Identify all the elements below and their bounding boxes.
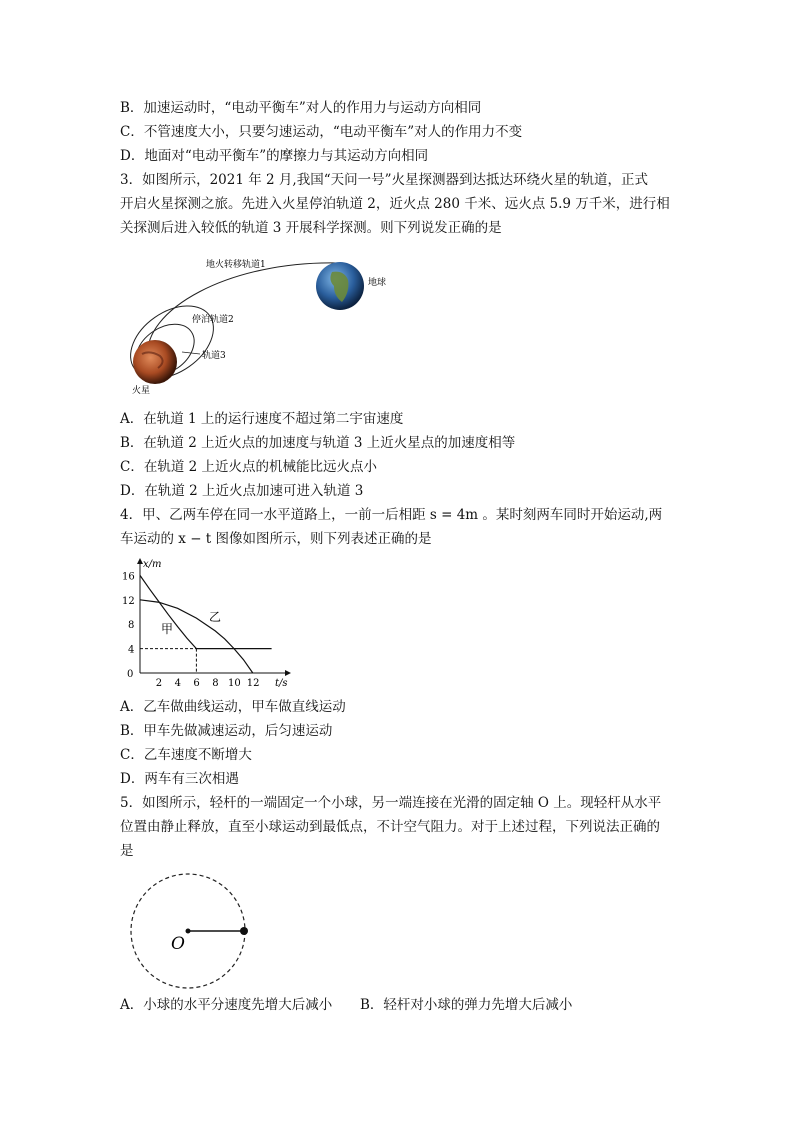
q4-stem-line2: 车运动的 x − t 图像如图所示，则下列表述正确的是 bbox=[120, 531, 432, 547]
y-tick-label-16: 16 bbox=[122, 571, 135, 583]
label-orbit-3: 轨道3 bbox=[202, 351, 226, 361]
parking-orbit-2 bbox=[120, 291, 227, 393]
x-axis-arrow bbox=[285, 670, 291, 676]
transfer-orbit-1 bbox=[148, 263, 340, 360]
q4-option-d: D．两车有三次相遇 bbox=[120, 771, 239, 787]
q3-option-d: D．在轨道 2 上近火点加速可进入轨道 3 bbox=[120, 483, 364, 499]
q5-option-b: B．轻杆对小球的弹力先增大后减小 bbox=[360, 997, 573, 1013]
series-line-jia bbox=[140, 575, 272, 648]
label-transfer-orbit: 地火转移轨道1 bbox=[206, 260, 266, 270]
q5-option-a: A．小球的水平分速度先增大后减小 bbox=[120, 997, 333, 1013]
q2-option-b: B．加速运动时，“电动平衡车”对人的作用力与运动方向相同 bbox=[120, 100, 482, 116]
q3-option-b: B．在轨道 2 上近火点的加速度与轨道 3 上近火星点的加速度相等 bbox=[120, 435, 516, 451]
q2-option-d: D．地面对“电动平衡车”的摩擦力与其运动方向相同 bbox=[120, 148, 429, 164]
mars-planet bbox=[133, 340, 177, 384]
label-parking-orbit: 停泊轨道2 bbox=[192, 315, 234, 325]
y-axis-label: x/m bbox=[143, 559, 162, 570]
label-o: O bbox=[171, 934, 185, 954]
mars-orbit-figure bbox=[120, 250, 400, 400]
q4-option-a: A．乙车做曲线运动，甲车做直线运动 bbox=[120, 699, 346, 715]
rod-ball-figure bbox=[125, 870, 265, 995]
q2-option-c: C．不管速度大小，只要匀速运动，“电动平衡车”对人的作用力不变 bbox=[120, 124, 523, 140]
label-mars: 火星 bbox=[132, 386, 151, 396]
q4-option-b: B．甲车先做减速运动，后匀速运动 bbox=[120, 723, 333, 739]
series-label-yi: 乙 bbox=[209, 610, 222, 624]
series-label-jia: 甲 bbox=[161, 622, 174, 636]
q3-stem-line3: 关探测后进入较低的轨道 3 开展科学探测。则下列说发正确的是 bbox=[120, 220, 502, 236]
q3-option-a: A．在轨道 1 上的运行速度不超过第二宇宙速度 bbox=[120, 411, 404, 427]
q3-stem-line1: 3．如图所示，2021 年 2 月,我国“天问一号”火星探测器到达抵达环绕火星的轨道，正式 bbox=[120, 172, 649, 188]
x-tick-label-4: 4 bbox=[174, 678, 181, 689]
small-ball bbox=[240, 927, 248, 935]
q5-stem-line1: 5．如图所示，轻杆的一端固定一个小球，另一端连接在光滑的固定轴 O 上。现轻杆从水平 bbox=[120, 795, 662, 811]
q4-option-c: C．乙车速度不断增大 bbox=[120, 747, 252, 763]
x-tick-label-10: 10 bbox=[228, 678, 241, 689]
q3-stem-line2: 开启火星探测之旅。先进入火星停泊轨道 2，近火点 280 千米、远火点 5.9 万千米，进行相 bbox=[120, 196, 670, 212]
label-earth: 地球 bbox=[368, 278, 387, 288]
xt-graph bbox=[115, 555, 295, 690]
x-tick-label-6: 6 bbox=[193, 678, 200, 689]
q5-stem-line2: 位置由静止释放，直至小球运动到最低点，不计空气阻力。对于上述过程，下列说法正确的 bbox=[120, 819, 660, 835]
origin-label: 0 bbox=[127, 669, 134, 680]
x-axis-label: t/s bbox=[275, 678, 288, 689]
series-line-yi bbox=[140, 600, 253, 673]
y-tick-label-8: 8 bbox=[128, 620, 135, 632]
q3-option-c: C．在轨道 2 上近火点的机械能比远火点小 bbox=[120, 459, 378, 475]
q4-stem-line1: 4．甲、乙两车停在同一水平道路上，一前一后相距 s = 4m 。某时刻两车同时开始运动,两 bbox=[120, 507, 663, 523]
y-tick-label-4: 4 bbox=[128, 644, 135, 656]
q5-stem-line3: 是 bbox=[120, 843, 134, 859]
x-tick-label-8: 8 bbox=[212, 678, 219, 689]
x-tick-label-2: 2 bbox=[155, 678, 163, 689]
x-tick-label-12: 12 bbox=[246, 678, 260, 689]
y-tick-label-12: 12 bbox=[122, 595, 135, 607]
